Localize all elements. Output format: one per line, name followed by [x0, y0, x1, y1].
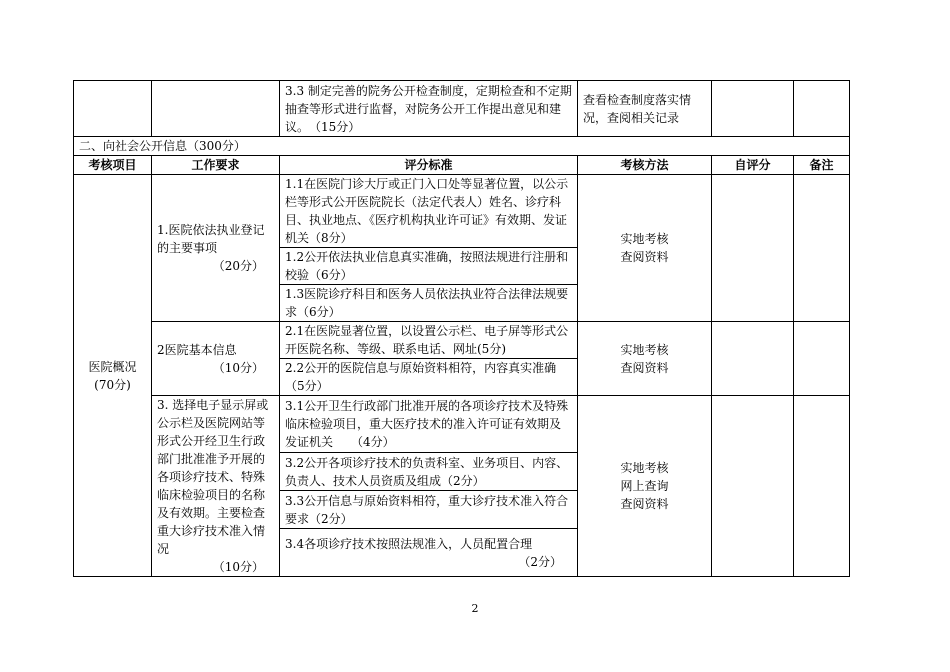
- method-cell: [578, 175, 712, 322]
- criterion-cell: 3.3公开信息与原始资料相符，重大诊疗技术准入符合要求（2分）: [280, 491, 578, 529]
- method-line: 查阅资料: [620, 360, 669, 375]
- criterion-cell: 2.2公开的医院信息与原始资料相符，内容真实准确（5分）: [280, 359, 578, 396]
- remark-cell: [794, 175, 850, 322]
- assessment-table: [73, 80, 850, 577]
- criterion-text: 3.4各项诊疗技术按照法规准入，人员配置合理: [285, 536, 533, 551]
- criterion-cell: 1.3医院诊疗科目和医务人员依法执业符合法律法规要求（6分）: [280, 285, 578, 322]
- method-line: 查阅资料: [620, 250, 669, 264]
- requirement-cell: [152, 322, 280, 396]
- criterion-score: （2分）: [518, 554, 562, 569]
- requirement-score: （20分）: [212, 259, 264, 273]
- section-row: [74, 137, 850, 156]
- method-line: 实地考核: [620, 342, 669, 357]
- remark-cell: [794, 322, 850, 396]
- header-criteria: 评分标准: [280, 156, 578, 175]
- criterion-cell: 1.2公开依法执业信息真实准确，按照法规进行注册和校验（6分）: [280, 248, 578, 285]
- requirement-cell: [152, 396, 280, 577]
- page-number: 2: [471, 602, 479, 615]
- method-line: 实地考核: [620, 232, 669, 246]
- header-item: 考核项目: [74, 156, 152, 175]
- section-title: 二、向社会公开信息（300分）: [74, 137, 850, 156]
- requirement-cell: [152, 175, 280, 322]
- criterion-cell: 3.3 制定完善的院务公开检查制度，定期检查和不定期抽查等形式进行监督，对院务公开工作提出意见和建议。 （15分）: [280, 81, 578, 137]
- header-remark: 备注: [794, 156, 850, 175]
- requirement-text: 1.医院依法执业登记的主要事项: [157, 223, 265, 255]
- requirement-text: 2医院基本信息: [157, 342, 237, 357]
- method-line: 网上查询: [620, 479, 669, 493]
- self-score-cell: [712, 396, 794, 577]
- header-method: 考核方法: [578, 156, 712, 175]
- empty-cell: [152, 81, 280, 137]
- criterion-cell: 1.1在医院门诊大厅或正门入口处等显著位置，以公示栏等形式公开医院院长（法定代表人）姓名、诊疗科目、执业地点、《医疗机构执业许可证》有效期、发证机关（8分）: [280, 175, 578, 248]
- table-row: [74, 81, 850, 137]
- method-cell: 查看检查制度落实情况，查阅相关记录: [578, 81, 712, 137]
- header-requirement: 工作要求: [152, 156, 280, 175]
- criterion-cell: 3.2公开各项诊疗技术的负责科室、业务项目、内容、负责人、技术人员资质及组成（2分）: [280, 452, 578, 490]
- requirement-score: （10分）: [212, 360, 264, 375]
- table-row: [74, 175, 850, 248]
- category-name: 医院概况: [88, 359, 137, 374]
- table-row: [74, 322, 850, 359]
- header-self-score: 自评分: [712, 156, 794, 175]
- empty-cell: [74, 81, 152, 137]
- table-row: [74, 396, 850, 453]
- remark-cell: [794, 81, 850, 137]
- header-row: [74, 156, 850, 175]
- method-line: 实地考核: [620, 461, 669, 475]
- requirement-text: 3. 选择电子显示屏或公示栏及医院网站等形式公开经卫生行政部门批准准予开展的各项诊疗技术、特殊临床检验项目的名称及有效期。主要检查重大诊疗技术准入情况: [157, 398, 269, 556]
- self-score-cell: [712, 322, 794, 396]
- category-score: (70分): [94, 377, 131, 392]
- requirement-score: （10分）: [212, 560, 264, 574]
- criterion-cell: 2.1在医院显著位置，以设置公示栏、电子屏等形式公开医院名称、等级、联系电话、网址(5分): [280, 322, 578, 359]
- self-score-cell: [712, 81, 794, 137]
- category-cell: [74, 175, 152, 577]
- self-score-cell: [712, 175, 794, 322]
- remark-cell: [794, 396, 850, 577]
- criterion-cell: [280, 529, 578, 577]
- method-line: 查阅资料: [620, 497, 669, 511]
- method-cell: [578, 396, 712, 577]
- method-cell: [578, 322, 712, 396]
- criterion-cell: 3.1公开卫生行政部门批准开展的各项诊疗技术及特殊临床检验项目，重大医疗技术的准入许可证有效期及发证机关 （4分）: [280, 396, 578, 453]
